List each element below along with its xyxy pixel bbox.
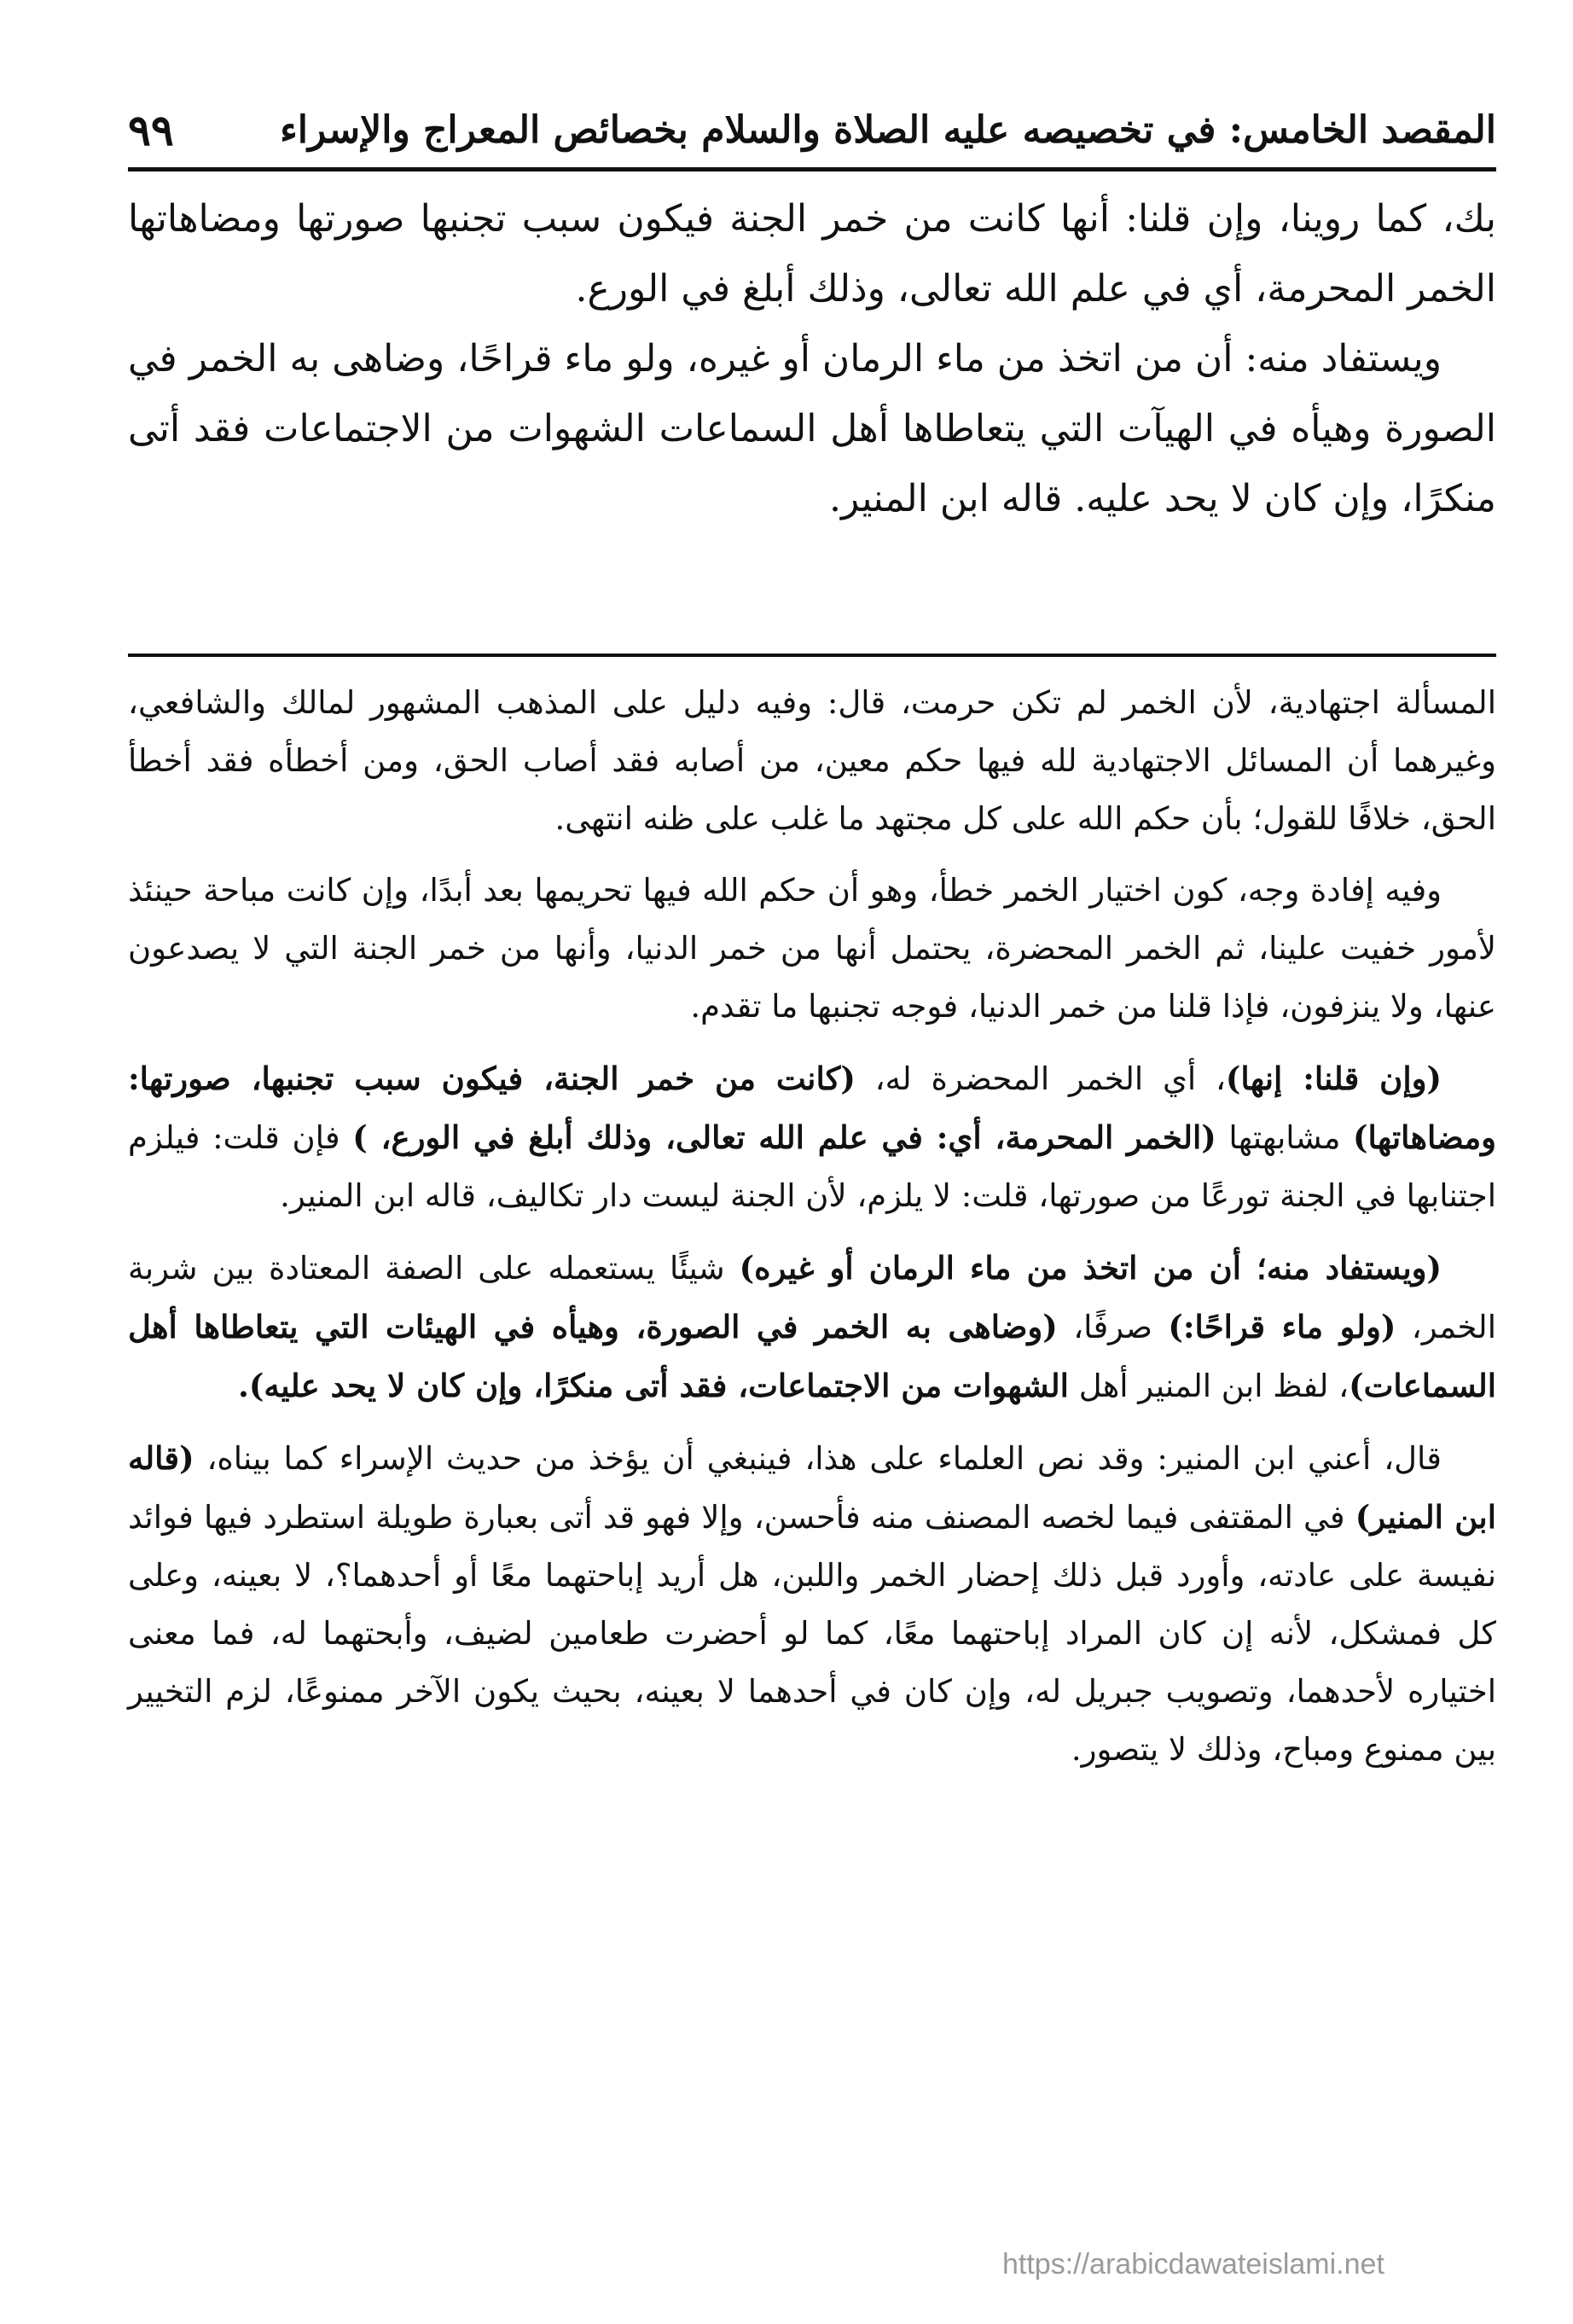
commentary-paragraph-3 [128, 1049, 1496, 1225]
main-paragraph-1: بك، كما روينا، وإن قلنا: أنها كانت من خمر الجنة فيكون سبب تجنبها صورتها ومضاهاتها الخمر المحرمة، أي في علم الله تعالى، وذلك أبلغ في الورع. [128, 197, 1496, 311]
page-header [128, 96, 1496, 164]
commentary-paragraph-2: وفيه إفادة وجه، كون اختيار الخمر خطأ، وهو أن حكم الله فيها تحريمها بعد أبدًا، وإن كانت مباحة حينئذ لأمور خفيت علينا، ثم الخمر المحضرة، يحتمل أنها من خمر الدنيا، وأنها من خمر الجنة التي لا يصدعون عنها، ولا ينزفون، فإذا قلنا من خمر الدنيا، فوجه تجنبها ما تقدم. [128, 872, 1496, 1025]
running-title: المقصد الخامس: في تخصيصه عليه الصلاة والسلام بخصائص المعراج والإسراء [280, 107, 1496, 152]
header-divider [128, 167, 1496, 171]
commentary-text-run: ، لفظ ابن المنير أهل [1068, 1368, 1350, 1404]
main-text [128, 184, 1496, 534]
main-paragraph-2: ويستفاد منه: أن من اتخذ من ماء الرمان أو غيره، ولو ماء قراحًا، وضاهى به الخمر في الصورة وهيأه في الهيآت التي يتعاطاها أهل السماعات الشهوات من الاجتماعات فقد أتى منكرًا، وإن كان لا يحد عليه. قاله ابن المنير. [128, 337, 1496, 520]
quoted-matn: (الخمر المحرمة، أي: في علم الله تعالى، وذلك أبلغ في الورع، ) [352, 1118, 1216, 1156]
quoted-matn: (قاله ابن المنير) [128, 1439, 1496, 1536]
commentary-text-run: فإن قلت: فيلزم اجتنابها في الجنة تورعًا من صورتها، قلت: لا يلزم، لأن الجنة ليست دار تكاليف، قاله ابن المنير. [128, 1119, 1496, 1214]
commentary-text-run: قال، أعني ابن المنير: وقد نص العلماء على هذا، فينبغي أن يؤخذ من حديث الإسراء كما بيناه، [194, 1440, 1442, 1477]
commentary-text-run: في المقتفى فيما لخصه المصنف منه فأحسن، وإلا فهو قد أتى بعبارة طويلة استطرد فيها فوائد نفيسة على عادته، وأورد قبل ذلك إحضار الخمر واللبن، هل أريد إباحتهما معًا أو أحدهما؟، لا بعينه، وعلى كل فمشكل، لأنه إن كان المراد إباحتهما معًا، كما لو أحضرت طعامين لضيف، وأبحتهما له، فما معنى اختياره لأحدهما، وتصويب جبريل له، وإن كان في أحدهما لا بعينه، بحيث يكون الآخر ممنوعًا، لزم التخيير بين ممنوع ومباح، وذلك لا يتصور. [128, 1499, 1496, 1768]
page-number: ٩٩ [128, 104, 174, 155]
quoted-matn: (كانت من خمر الجنة، فيكون سبب تجنبها، صورتها: ومضاهاتها) [128, 1060, 1497, 1156]
commentary-text-run: صرفًا، [1057, 1309, 1169, 1345]
quoted-matn: (وإن قلنا: إنها) [1225, 1060, 1442, 1097]
commentary-paragraph-1: المسألة اجتهادية، لأن الخمر لم تكن حرمت، قال: وفيه دليل على المذهب المشهور لمالك والشافعي، وغيرهما أن المسائل الاجتهادية لله فيها حكم معين، من أصابه فقد أصاب الحق، ومن أخطأه فقد أخطأ الحق، خلافًا للقول؛ بأن حكم الله على كل مجتهد ما غلب على ظنه انتهى. [128, 684, 1496, 837]
commentary-text [128, 674, 1496, 1792]
commentary-paragraph-5 [128, 1429, 1496, 1779]
commentary-text-run: ، أي الخمر المحضرة له، [855, 1060, 1226, 1097]
quoted-matn: (ويستفاد منه؛ أن من اتخذ من ماء الرمان أو غيره) [739, 1249, 1442, 1287]
quoted-matn: (وضاهى به الخمر في الصورة، وهيأه في الهيئات التي يتعاطاها أهل السماعات) [128, 1308, 1496, 1404]
quoted-matn: الشهوات من الاجتماعات، فقد أتى منكرًا، وإن كان لا يحد عليه). [238, 1367, 1069, 1404]
commentary-paragraph-4 [128, 1239, 1496, 1415]
commentary-divider [128, 654, 1496, 657]
website-watermark: https://arabicdawateislami.net [1002, 2248, 1384, 2280]
quoted-matn: (ولو ماء قراحًا:) [1168, 1308, 1396, 1345]
commentary-text-run: شيئًا يستعمله على الصفة المعتادة بين شربة الخمر، [128, 1250, 1496, 1345]
document-page [128, 0, 1496, 2324]
commentary-text-run: مشابهتها [1216, 1119, 1354, 1156]
